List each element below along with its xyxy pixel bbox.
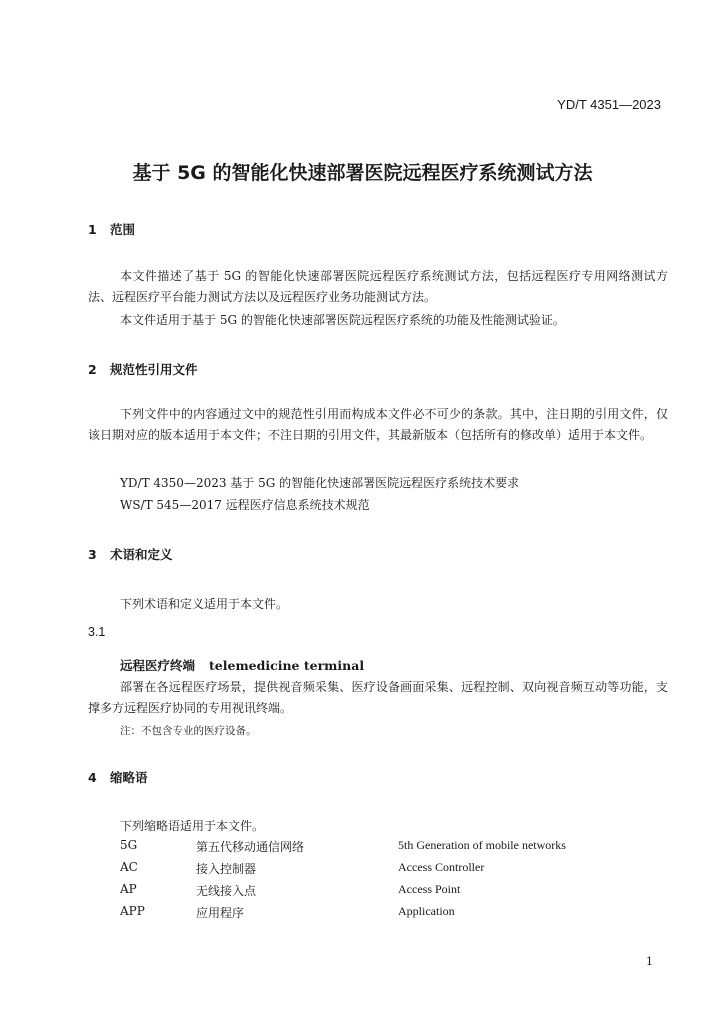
- section-number: 3: [88, 547, 97, 562]
- document-title: 基于 5G 的智能化快速部署医院远程医疗系统测试方法: [132, 162, 593, 184]
- reference-item: WS/T 545—2017 远程医疗信息系统技术规范: [120, 498, 370, 512]
- terms-intro: 下列术语和定义适用于本文件。: [120, 597, 289, 611]
- section-number: 4: [88, 770, 97, 785]
- abbreviations-intro: 下列缩略语适用于本文件。: [120, 819, 265, 833]
- abbreviation-chinese: 应用程序: [196, 906, 245, 920]
- section-number: 2: [88, 362, 97, 377]
- normative-references-intro: 下列文件中的内容通过文中的规范性引用而构成本文件必不可少的条款。其中，注日期的引用文件，仅该日期对应的版本适用于本文件；不注日期的引用文件，其最新版本（包括所有的修改单）适用于本文件。: [88, 407, 668, 442]
- abbreviation-chinese: 接入控制器: [196, 862, 257, 876]
- term-note: 注：不包含专业的医疗设备。: [120, 725, 257, 737]
- term-definition: 部署在各远程医疗场景，提供视音频采集、医疗设备画面采集、远程控制、双向视音频互动等功能，支撑多方远程医疗协同的专用视讯终端。: [88, 680, 668, 715]
- abbreviation-chinese: 第五代移动通信网络: [196, 840, 305, 854]
- abbreviation: APP: [120, 904, 145, 918]
- section-4-heading: [88, 768, 148, 786]
- term-name: [120, 656, 364, 674]
- term-english: telemedicine terminal: [209, 658, 365, 673]
- abbreviation-english: 5th Generation of mobile networks: [398, 838, 566, 852]
- abbreviation-english: Application: [398, 904, 455, 918]
- section-title: 缩略语: [110, 770, 148, 785]
- section-1-heading: [88, 220, 135, 238]
- page-number: 1: [646, 955, 653, 968]
- section-title: 术语和定义: [110, 547, 173, 562]
- abbreviation: AC: [120, 860, 138, 874]
- scope-paragraph-1: 本文件描述了基于 5G 的智能化快速部署医院远程医疗系统测试方法，包括远程医疗专用网络测试方法、远程医疗平台能力测试方法以及远程医疗业务功能测试方法。: [88, 269, 668, 304]
- section-number: 1: [88, 222, 97, 237]
- reference-item: YD/T 4350—2023 基于 5G 的智能化快速部署医院远程医疗系统技术要求: [120, 476, 520, 490]
- term-number: 3.1: [88, 625, 106, 639]
- abbreviation-english: Access Controller: [398, 860, 485, 874]
- standard-code: YD/T 4351—2023: [557, 97, 661, 112]
- term-chinese: 远程医疗终端: [120, 658, 196, 673]
- abbreviation: 5G: [120, 838, 138, 852]
- abbreviation-english: Access Point: [398, 882, 461, 896]
- section-2-heading: [88, 360, 198, 378]
- abbreviation-chinese: 无线接入点: [196, 884, 257, 898]
- section-title: 范围: [110, 222, 136, 237]
- abbreviation: AP: [120, 882, 137, 896]
- scope-paragraph-2: 本文件适用于基于 5G 的智能化快速部署医院远程医疗系统的功能及性能测试验证。: [120, 313, 565, 327]
- section-3-heading: [88, 545, 173, 563]
- section-title: 规范性引用文件: [110, 362, 198, 377]
